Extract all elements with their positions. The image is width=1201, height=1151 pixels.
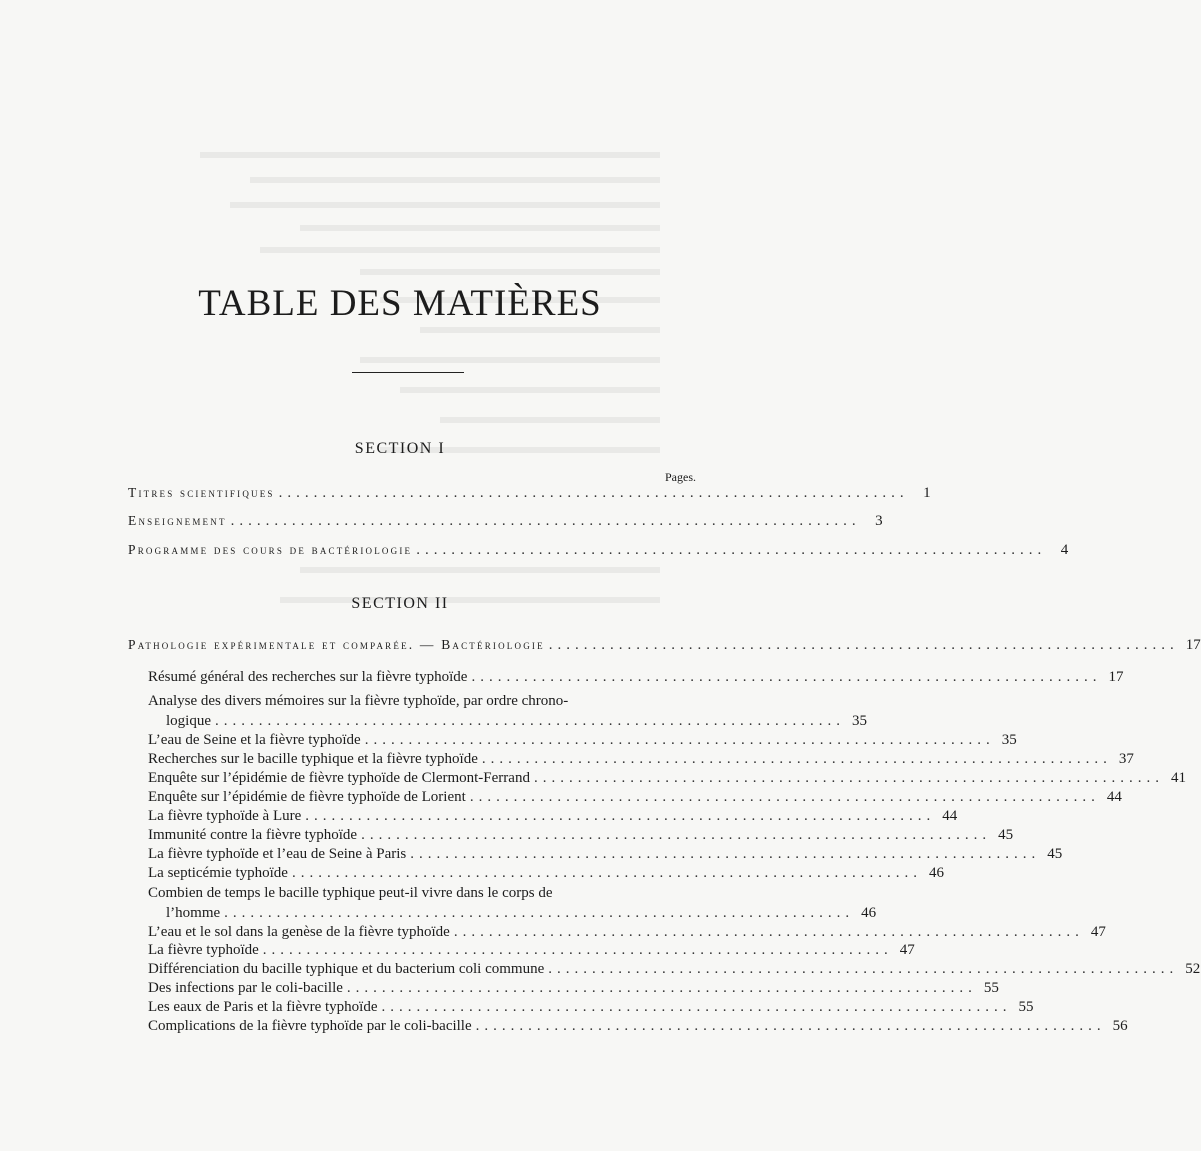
toc-entry — [148, 1017, 1128, 1035]
toc-entry-page: 46 — [861, 905, 877, 921]
toc-entry — [148, 769, 1186, 787]
dot-leader: ........................................................................ — [230, 513, 861, 529]
toc-entry-title: Complications de la fièvre typhoïde par le coli-bacille — [148, 1018, 472, 1034]
dot-leader: ........................................................................ — [416, 542, 1047, 558]
toc-entry-page: 17 — [1108, 669, 1124, 685]
toc-entry-page: 4 — [1060, 542, 1069, 558]
dot-leader: ........................................................................ — [215, 713, 845, 729]
toc-entry-title: Programme des cours de bactériologie — [128, 542, 413, 557]
dot-leader: ........................................................................ — [291, 865, 922, 881]
toc-entry-page: 44 — [1106, 789, 1122, 805]
toc-entry-title: La fièvre typhoïde à Lure — [148, 808, 302, 824]
toc-entry-page: 46 — [928, 865, 944, 881]
toc-entry — [166, 712, 867, 730]
page-title: TABLE DES MATIÈRES — [198, 283, 602, 324]
dot-leader: ........................................................................ — [475, 1018, 1106, 1034]
toc-entry-title: La septicémie typhoïde — [148, 865, 288, 881]
dot-leader: ........................................................................ — [224, 905, 855, 921]
toc-entry-page: 44 — [942, 808, 958, 824]
dot-leader: ........................................................................ — [305, 808, 936, 824]
toc-entry-title: L’eau de Seine et la fièvre typhoïde — [148, 732, 361, 748]
dot-leader: ........................................................................ — [548, 961, 1179, 977]
toc-entry — [148, 864, 944, 882]
toc-entry-title: La fièvre typhoïde — [148, 942, 259, 958]
dot-leader: ........................................................................ — [346, 980, 977, 996]
toc-entry-page: 41 — [1170, 770, 1186, 786]
toc-entry-title: Immunité contre la fièvre typhoïde — [148, 827, 358, 843]
section-1-heading: SECTION I — [354, 440, 446, 457]
toc-entry — [148, 979, 999, 997]
toc-entry — [128, 512, 883, 530]
toc-entry — [148, 960, 1201, 978]
toc-entry — [148, 826, 1014, 844]
toc-entry-intro — [128, 636, 1201, 654]
toc-entry-title: Enquête sur l’épidémie de fièvre typhoïde de Clermont-Ferrand — [148, 770, 530, 786]
dot-leader: ........................................................................ — [410, 846, 1041, 862]
toc-entry — [148, 998, 1034, 1016]
dot-leader: ........................................................................ — [533, 770, 1164, 786]
title-divider — [352, 372, 464, 373]
toc-entry-title: logique — [166, 713, 211, 729]
dot-leader: ........................................................................ — [469, 789, 1100, 805]
toc-entry — [148, 923, 1106, 941]
dot-leader: ........................................................................ — [364, 732, 995, 748]
toc-entry-line1: Combien de temps le bacille typhique peut-il vivre dans le corps de — [148, 885, 553, 901]
dot-leader: ........................................................................ — [471, 669, 1102, 685]
toc-entry-title: l’homme — [166, 905, 221, 921]
toc-entry — [166, 904, 877, 922]
toc-entry-title: Des infections par le coli-bacille — [148, 980, 343, 996]
toc-entry-page: 55 — [1018, 999, 1034, 1015]
toc-entry-title: Résumé général des recherches sur la fièvre typhoïde — [148, 669, 468, 685]
toc-entry-title: Titres scientifiques — [128, 485, 275, 500]
toc-entry-page: 3 — [875, 513, 883, 529]
toc-entry-page: 35 — [1001, 732, 1017, 748]
toc-entry — [148, 750, 1134, 768]
toc-entry-page: 17 — [1185, 637, 1201, 653]
toc-entry-title: Recherches sur le bacille typhique et la fièvre typhoïde — [148, 751, 478, 767]
toc-entry-title: Les eaux de Paris et la fièvre typhoïde — [148, 999, 378, 1015]
section-2-heading: SECTION II — [351, 595, 449, 612]
toc-entry-page: 35 — [852, 713, 867, 729]
dot-leader: ........................................................................ — [262, 942, 893, 958]
toc-entry-title: Pathologie expérimentale et comparée. — Bactériologie — [128, 637, 545, 652]
toc-entry-page: 56 — [1112, 1018, 1128, 1034]
toc-entry-page: 52 — [1185, 961, 1201, 977]
dot-leader: ........................................................................ — [278, 485, 909, 501]
toc-entry-title: La fièvre typhoïde et l’eau de Seine à Paris — [148, 846, 407, 862]
toc-entry-page: 37 — [1118, 751, 1134, 767]
dot-leader: ........................................................................ — [481, 751, 1112, 767]
toc-entry — [128, 541, 1069, 559]
toc-entry-title: Enseignement — [128, 513, 227, 528]
toc-entry — [148, 845, 1063, 863]
toc-entry-title: Enquête sur l’épidémie de fièvre typhoïde de Lorient — [148, 789, 466, 805]
toc-entry — [128, 484, 931, 502]
toc-entry-page: 47 — [899, 942, 915, 958]
toc-entry-page: 47 — [1090, 924, 1106, 940]
toc-entry — [148, 668, 1124, 686]
toc-entry-page: 45 — [1047, 846, 1063, 862]
toc-entry — [148, 731, 1017, 749]
toc-entry-page: 1 — [923, 485, 931, 501]
dot-leader: ........................................................................ — [361, 827, 992, 843]
toc-entry-line1: Analyse des divers mémoires sur la fièvre typhoïde, par ordre chrono- — [148, 693, 569, 709]
toc-entry — [148, 788, 1122, 806]
toc-entry-page: 55 — [983, 980, 999, 996]
toc-entry — [148, 807, 958, 825]
toc-entry — [148, 941, 915, 959]
pages-column-label: Pages. — [665, 470, 696, 484]
toc-entry-title: L’eau et le sol dans la genèse de la fièvre typhoïde — [148, 924, 450, 940]
dot-leader: ........................................................................ — [453, 924, 1084, 940]
toc-entry-title: Différenciation du bacille typhique et du bacterium coli commune — [148, 961, 545, 977]
dot-leader: ........................................................................ — [548, 637, 1179, 653]
dot-leader: ........................................................................ — [381, 999, 1012, 1015]
toc-entry-page: 45 — [998, 827, 1014, 843]
